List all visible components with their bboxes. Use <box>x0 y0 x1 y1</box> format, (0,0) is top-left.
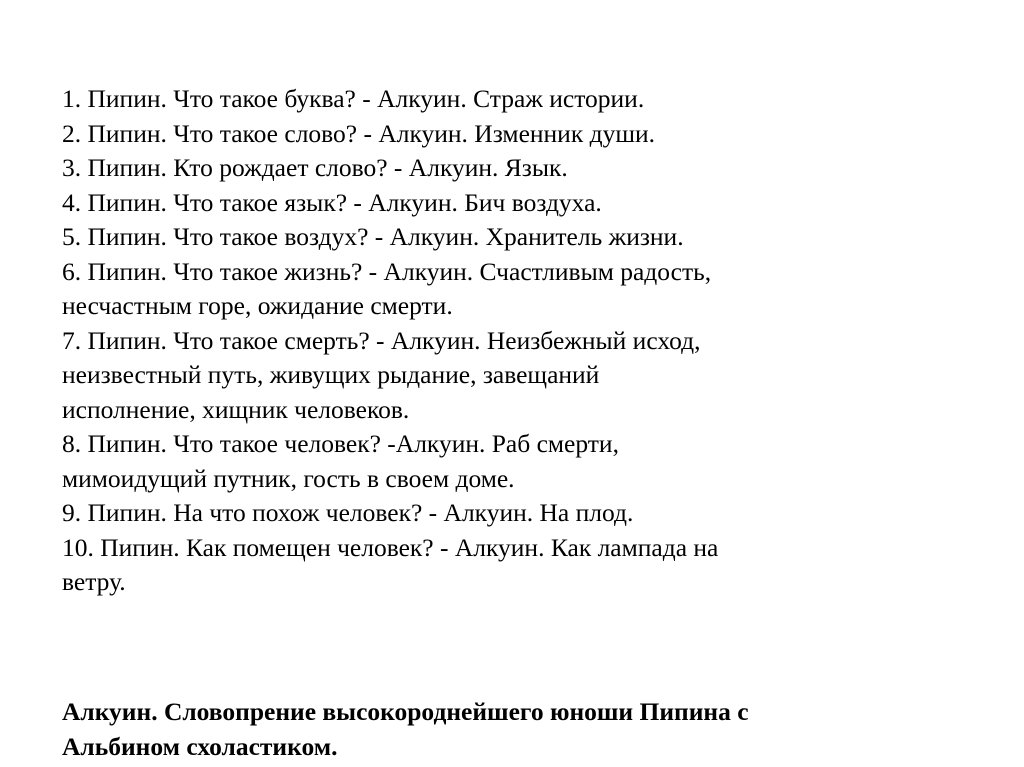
dialogue-line: ветру. <box>62 567 126 596</box>
dialogue-line: 7. Пипин. Что такое смерть? - Алкуин. Неизбежный исход, <box>62 325 701 355</box>
dialogue-line: несчастным горе, ожидание смерти. <box>62 291 453 320</box>
source-line: Алкуин. Словопрение высокороднейшего юноши Пипина с <box>62 697 749 726</box>
dialogue-line: мимоидущий путник, гость в своем доме. <box>62 463 515 493</box>
dialogue-line: 4. Пипин. Что такое язык? - Алкуин. Бич воздуха. <box>62 187 602 217</box>
dialogue-line: 3. Пипин. Кто рождает слово? - Алкуин. Язык. <box>62 153 568 182</box>
dialogue-line: 2. Пипин. Что такое слово? - Алкуин. Изменник души. <box>62 118 655 148</box>
dialogue-line: неизвестный путь, живущих рыдание, завещаний <box>62 360 600 389</box>
dialogue-line: 10. Пипин. Как помещен человек? - Алкуин. Как лампада на <box>62 532 719 562</box>
source-line: Альбином схоластиком. <box>62 731 338 761</box>
dialogue-line: 5. Пипин. Что такое воздух? - Алкуин. Хранитель жизни. <box>62 222 684 251</box>
dialogue-line: 9. Пипин. На что похож человек? - Алкуин. На плод. <box>62 498 634 527</box>
dialogue-text <box>62 82 962 600</box>
source-citation <box>62 695 962 764</box>
dialogue-line: 8. Пипин. Что такое человек? -Алкуин. Раб смерти, <box>62 429 619 458</box>
dialogue-line: исполнение, хищник человеков. <box>62 394 410 424</box>
dialogue-line: 1. Пипин. Что такое буква? - Алкуин. Страж истории. <box>62 84 645 113</box>
dialogue-line: 6. Пипин. Что такое жизнь? - Алкуин. Счастливым радость, <box>62 256 712 286</box>
